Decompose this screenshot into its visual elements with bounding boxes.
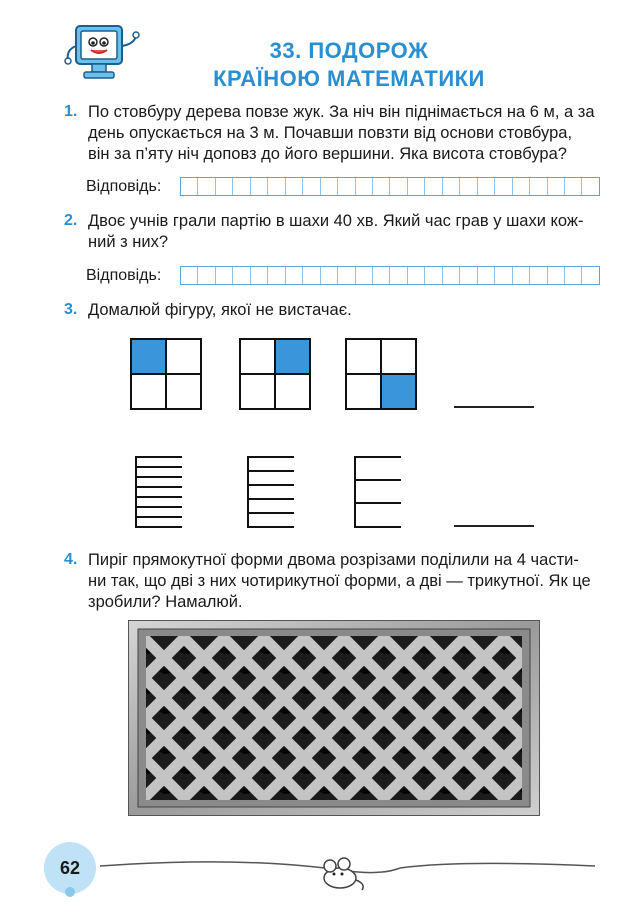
task-4-line: зробили? Намалюй. [88, 593, 243, 611]
ladder-pattern-1 [134, 455, 184, 529]
task-4-text [88, 550, 608, 613]
page-title-line2: КРАЇНОЮ МАТЕМАТИКИ [213, 66, 485, 91]
task-2-line: Двоє учнів грали партію в шахи 40 хв. Який час грав у шахи кож- [88, 212, 584, 230]
task-2-answer-field[interactable] [180, 266, 600, 285]
square-pattern-3 [345, 338, 417, 410]
task-1-text [88, 102, 608, 165]
answer-line-squares[interactable] [454, 406, 534, 408]
task-1-answer-label: Відповідь: [86, 178, 162, 195]
page-title-line1: 33. ПОДОРОЖ [269, 38, 429, 63]
square-pattern-2 [239, 338, 311, 410]
task-2-answer-label: Відповідь: [86, 267, 162, 284]
task-1-number: 1. [64, 103, 78, 120]
task-2-number: 2. [64, 212, 78, 229]
square-pattern-1 [130, 338, 202, 410]
lattice-pie-illustration [128, 620, 540, 816]
task-4-line: ни так, що дві з них чотирикутної форми, а дві — трикутної. Як це [88, 572, 591, 590]
task-1-line: він за п’яту ніч доповз до його вершини. Яка висота стовбура? [88, 145, 567, 163]
page-number: 62 [60, 858, 81, 878]
task-2-text [88, 211, 608, 253]
task-4-line: Пиріг прямокутної форми двома розрізами поділили на 4 части- [88, 551, 579, 569]
answer-line-ladders[interactable] [454, 525, 534, 527]
mouse-icon [310, 852, 370, 892]
task-1-line: день опускається на 3 м. Почавши повзти від основи стовбура, [88, 124, 573, 142]
task-1-line: По стовбуру дерева повзе жук. За ніч він піднімається на 6 м, а за [88, 103, 595, 121]
task-3-text: Домалюй фігуру, якої не вистачає. [88, 301, 352, 319]
task-1-answer-field[interactable] [180, 177, 600, 196]
task-4-number: 4. [64, 551, 78, 568]
task-2-line: ний з них? [88, 233, 169, 251]
ladder-pattern-3 [353, 455, 403, 529]
task-3-number: 3. [64, 301, 78, 318]
ladder-pattern-2 [246, 455, 296, 529]
